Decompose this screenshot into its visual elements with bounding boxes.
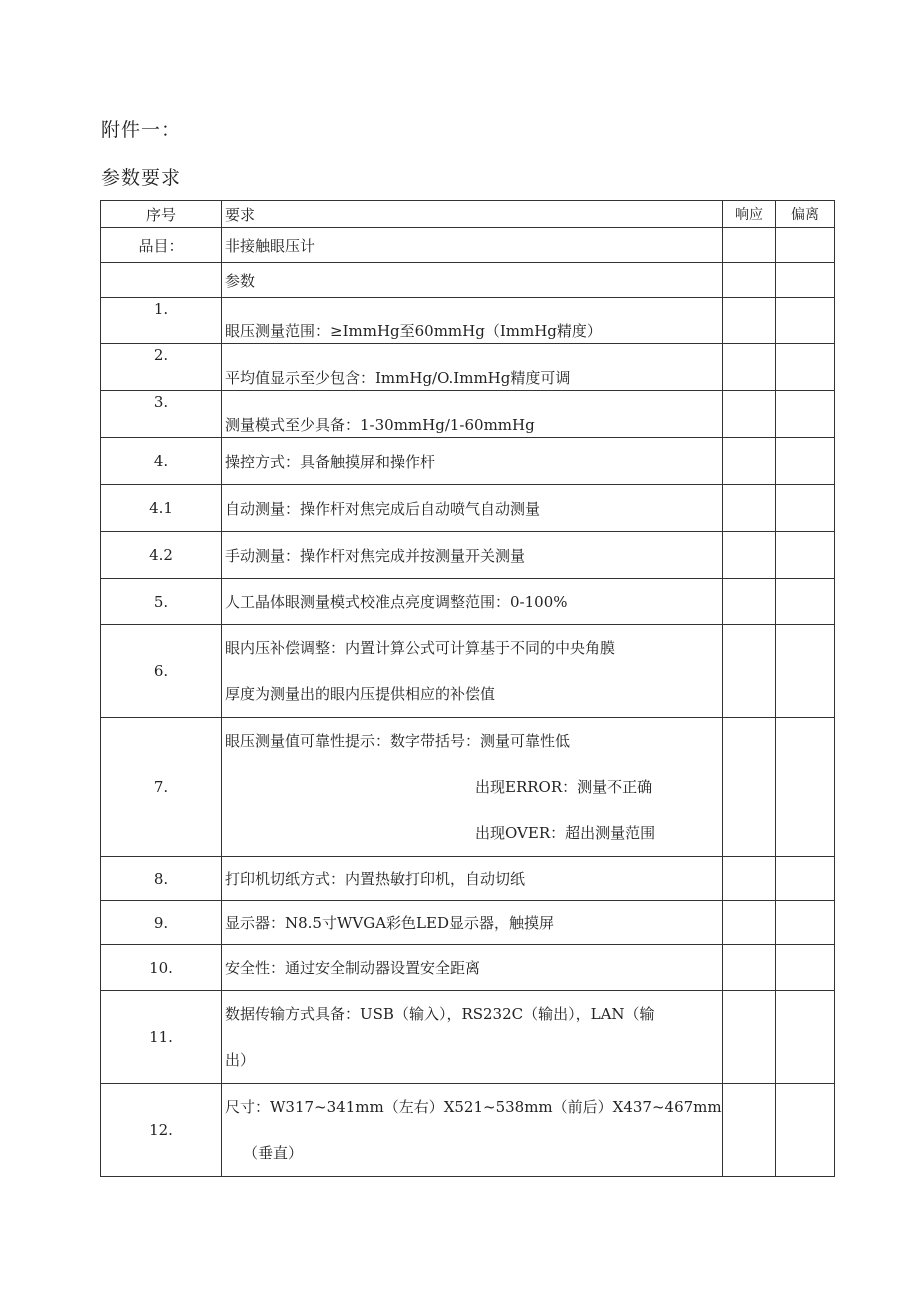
deviation-cell[interactable] (776, 579, 835, 625)
row-requirement-line: 厚度为测量出的眼内压提供相应的补偿值 (225, 685, 496, 703)
row-no: 5. (101, 579, 222, 625)
response-cell[interactable] (723, 391, 776, 438)
header-no: 序号 (101, 201, 222, 228)
table-row (101, 532, 835, 579)
row-requirement (222, 298, 723, 344)
item-value: 非接触眼压计 (222, 228, 723, 263)
response-cell[interactable] (723, 945, 776, 991)
row-no: 10. (101, 945, 222, 991)
row-no (101, 344, 222, 391)
row-requirement: 手动测量：操作杆对焦完成并按测量开关测量 (222, 532, 723, 579)
response-cell[interactable] (723, 1084, 776, 1177)
response-cell[interactable] (723, 438, 776, 485)
header-deviation: 偏离 (776, 201, 835, 228)
row-requirement: 自动测量：操作杆对焦完成后自动喷气自动测量 (222, 485, 723, 532)
response-cell[interactable] (723, 625, 776, 718)
deviation-cell[interactable] (776, 991, 835, 1084)
row-requirement: 操控方式：具备触摸屏和操作杆 (222, 438, 723, 485)
row-requirement-line: 数据传输方式具备：USB（输入），RS232C（输出），LAN（输 (225, 1005, 655, 1023)
parameters-title: 参数要求 (101, 167, 182, 189)
response-cell[interactable] (723, 263, 776, 298)
row-no: 12. (101, 1084, 222, 1177)
param-value: 参数 (222, 263, 723, 298)
deviation-cell[interactable] (776, 901, 835, 945)
attachment-heading: 附件一： (101, 119, 182, 141)
row-no: 7. (101, 718, 222, 857)
requirements-table (100, 200, 835, 1177)
deviation-cell[interactable] (776, 438, 835, 485)
table-row (101, 485, 835, 532)
row-requirement-text: 平均值显示至少包含：ImmHg/O.ImmHg精度可调 (225, 368, 571, 387)
deviation-cell[interactable] (776, 1084, 835, 1177)
table-row (101, 298, 835, 344)
row-no: 11. (101, 991, 222, 1084)
deviation-cell[interactable] (776, 532, 835, 579)
table-row (101, 1084, 835, 1177)
table-row (101, 718, 835, 857)
param-no-cell (101, 263, 222, 298)
row-no-text: 1. (153, 299, 169, 318)
row-no: 8. (101, 857, 222, 901)
row-requirement-line: 眼内压补偿调整：内置计算公式可计算基于不同的中央角膜 (225, 639, 616, 657)
table-row (101, 579, 835, 625)
row-no: 4. (101, 438, 222, 485)
deviation-cell[interactable] (776, 298, 835, 344)
response-cell[interactable] (723, 485, 776, 532)
row-no (101, 391, 222, 438)
response-cell[interactable] (723, 857, 776, 901)
header-requirement: 要求 (222, 201, 723, 228)
table-row (101, 991, 835, 1084)
row-requirement-line: 出现OVER：超出测量范围 (475, 824, 656, 842)
row-requirement-line: 出） (225, 1051, 256, 1069)
header-response: 响应 (723, 201, 776, 228)
response-cell[interactable] (723, 579, 776, 625)
response-cell[interactable] (723, 718, 776, 857)
row-requirement: 打印机切纸方式：内置热敏打印机，自动切纸 (222, 857, 723, 901)
table-row (101, 857, 835, 901)
row-no: 9. (101, 901, 222, 945)
deviation-cell[interactable] (776, 945, 835, 991)
row-requirement (222, 718, 723, 857)
table-row (101, 391, 835, 438)
deviation-cell[interactable] (776, 344, 835, 391)
row-requirement: 安全性：通过安全制动器设置安全距离 (222, 945, 723, 991)
row-requirement-line: 尺寸：W317~341mm（左右）X521~538mm（前后）X437~467mm (225, 1098, 722, 1116)
table-header-row (101, 201, 835, 228)
deviation-cell[interactable] (776, 485, 835, 532)
row-requirement (222, 391, 723, 438)
deviation-cell[interactable] (776, 857, 835, 901)
response-cell[interactable] (723, 532, 776, 579)
table-row (101, 625, 835, 718)
response-cell[interactable] (723, 228, 776, 263)
row-requirement: 显示器：N8.5寸WVGA彩色LED显示器，触摸屏 (222, 901, 723, 945)
row-no (101, 298, 222, 344)
row-requirement (222, 1084, 723, 1177)
row-requirement (222, 991, 723, 1084)
row-no: 4.1 (101, 485, 222, 532)
param-row (101, 263, 835, 298)
row-requirement: 人工晶体眼测量模式校准点亮度调整范围：0-100% (222, 579, 723, 625)
deviation-cell[interactable] (776, 263, 835, 298)
response-cell[interactable] (723, 344, 776, 391)
deviation-cell[interactable] (776, 228, 835, 263)
row-requirement-text: 眼压测量范围：≥ImmHg至60mmHg（ImmHg精度） (225, 322, 602, 340)
row-requirement-line: （垂直） (243, 1144, 304, 1162)
table-row (101, 344, 835, 391)
response-cell[interactable] (723, 901, 776, 945)
row-no-text: 3. (153, 393, 169, 411)
response-cell[interactable] (723, 298, 776, 344)
table-row (101, 438, 835, 485)
row-requirement-line: 出现ERROR：测量不正确 (475, 778, 653, 796)
row-requirement-line: 眼压测量值可靠性提示：数字带括号：测量可靠性低 (225, 732, 571, 750)
row-no-text: 2. (153, 346, 169, 364)
deviation-cell[interactable] (776, 625, 835, 718)
row-no: 4.2 (101, 532, 222, 579)
deviation-cell[interactable] (776, 718, 835, 857)
table-row (101, 945, 835, 991)
table-row (101, 901, 835, 945)
item-row (101, 228, 835, 263)
deviation-cell[interactable] (776, 391, 835, 438)
item-label: 品目： (101, 228, 222, 263)
response-cell[interactable] (723, 991, 776, 1084)
row-requirement (222, 625, 723, 718)
row-requirement (222, 344, 723, 391)
row-requirement-text: 测量模式至少具备：1-30mmHg/1-60mmHg (225, 415, 535, 434)
row-no: 6. (101, 625, 222, 718)
